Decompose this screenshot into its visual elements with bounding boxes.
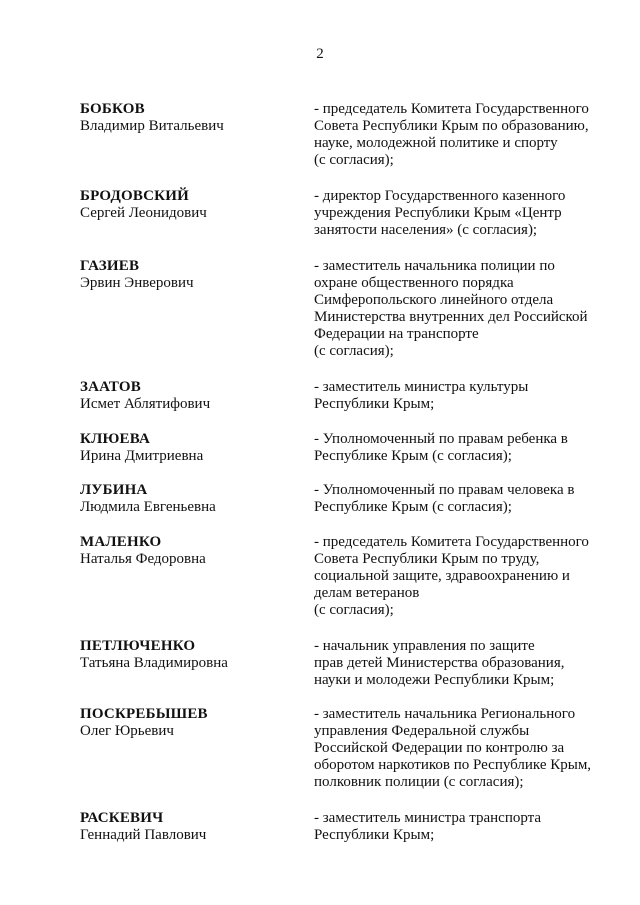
role-line: Федерации на транспорте [314,326,479,342]
role-line: охране общественного порядка [314,275,514,291]
role-line: Республики Крым; [314,396,435,412]
role-line: делам ветеранов [314,585,420,601]
member-given-names: Эрвин Энверович [80,275,194,291]
role-line: учреждения Республики Крым «Центр [314,205,562,221]
member-given-names: Владимир Витальевич [80,118,224,134]
role-line: (с согласия); [314,343,394,359]
role-line: - Уполномоченный по правам ребенка в [314,431,568,447]
role-line: занятости населения» (с согласия); [314,222,538,238]
member-given-names: Олег Юрьевич [80,723,174,739]
member-person [80,810,300,844]
role-line: - директор Государственного казенного [314,188,566,204]
role-line: (с согласия); [314,602,394,618]
member-given-names: Татьяна Владимировна [80,655,228,671]
member-role [314,101,614,169]
member-person [80,706,300,740]
member-given-names: Наталья Федоровна [80,551,206,567]
member-person [80,482,300,516]
role-line: полковник полиции (с согласия); [314,774,524,790]
role-line: - начальник управления по защите [314,638,535,654]
member-person [80,258,300,292]
member-surname: РАСКЕВИЧ [80,810,164,826]
role-line: Российской Федерации по контролю за [314,740,565,756]
member-given-names: Геннадий Павлович [80,827,207,843]
role-line: - заместитель министра культуры [314,379,529,395]
member-given-names: Сергей Леонидович [80,205,207,221]
member-surname: ГАЗИЕВ [80,258,140,274]
role-line: социальной защите, здравоохранению и [314,568,570,584]
member-role [314,258,614,360]
role-line: - председатель Комитета Государственного [314,101,589,117]
member-given-names: Исмет Аблятифович [80,396,211,412]
role-line: - Уполномоченный по правам человека в [314,482,575,498]
member-person [80,188,300,222]
role-line: науки и молодежи Республики Крым; [314,672,555,688]
member-surname: БОБКОВ [80,101,145,117]
role-line: Совета Республики Крым по образованию, [314,118,589,134]
role-line: (с согласия); [314,152,394,168]
member-role [314,534,614,619]
role-line: - председатель Комитета Государственного [314,534,589,550]
member-surname: ПОСКРЕБЫШЕВ [80,706,208,722]
member-role [314,810,614,844]
role-line: Республики Крым; [314,827,435,843]
member-person [80,379,300,413]
role-line: Республике Крым (с согласия); [314,499,512,515]
role-line: Совета Республики Крым по труду, [314,551,540,567]
role-line: Симферопольского линейного отдела [314,292,554,308]
member-surname: БРОДОВСКИЙ [80,188,189,204]
member-surname: ПЕТЛЮЧЕНКО [80,638,196,654]
member-role [314,706,614,791]
role-line: - заместитель министра транспорта [314,810,542,826]
member-person [80,534,300,568]
role-line: управления Федеральной службы [314,723,530,739]
role-line: - заместитель начальника полиции по [314,258,555,274]
member-role [314,188,614,239]
member-surname: ЛУБИНА [80,482,148,498]
role-line: Министерства внутренних дел Российской [314,309,588,325]
member-role [314,638,614,689]
member-person [80,431,300,465]
role-line: Республике Крым (с согласия); [314,448,512,464]
member-surname: КЛЮЕВА [80,431,151,447]
role-line: - заместитель начальника Регионального [314,706,576,722]
role-line: оборотом наркотиков по Республике Крым, [314,757,592,773]
member-role [314,431,614,465]
member-role [314,379,614,413]
member-surname: ЗААТОВ [80,379,141,395]
member-given-names: Людмила Евгеньевна [80,499,216,515]
role-line: прав детей Министерства образования, [314,655,565,671]
member-surname: МАЛЕНКО [80,534,162,550]
member-role [314,482,614,516]
page-number: 2 [316,46,324,62]
role-line: науке, молодежной политике и спорту [314,135,558,151]
member-given-names: Ирина Дмитриевна [80,448,204,464]
member-person [80,101,300,135]
member-person [80,638,300,672]
